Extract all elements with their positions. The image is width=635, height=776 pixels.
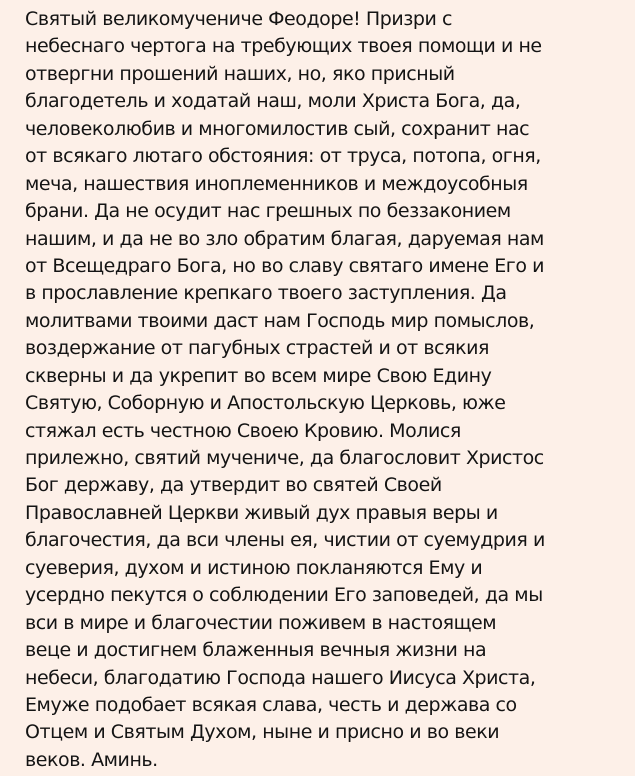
prayer-line: Емуже подобает всякая слава, честь и держава со: [25, 693, 517, 716]
prayer-line: от всякаго лютаго обстояния: от труса, потопа, огня,: [25, 145, 541, 168]
prayer-line: скверны и да укрепит во всем мире Свою Едину: [25, 364, 492, 387]
prayer-line: веце и достигнем блаженныя вечныя жизни на: [25, 639, 487, 662]
prayer-line: небеси, благодатию Господа нашего Иисуса Христа,: [25, 666, 536, 689]
prayer-text: [25, 6, 545, 774]
prayer-line: человеколюбив и многомилостив сый, сохранит нас: [25, 117, 530, 140]
prayer-line: отвергни прошений наших, но, яко присный: [25, 62, 455, 85]
prayer-line: Бог державу, да утвердит во святей Своей: [25, 474, 442, 497]
prayer-line: суеверия, духом и истиною покланяются Ему и: [25, 556, 483, 579]
prayer-line: небеснаго чертога на требующих твоея помощи и не: [25, 35, 542, 58]
prayer-line: усердно пекутся о соблюдении Его заповедей, да мы: [25, 584, 543, 607]
prayer-line: Православней Церкви живый дух правыя веры и: [25, 501, 498, 524]
prayer-line: благочестия, да вси члены ея, чистии от суемудрия и: [25, 529, 545, 552]
prayer-line: молитвами твоими даст нам Господь мир помыслов,: [25, 309, 535, 332]
prayer-line: Святую, Соборную и Апостольскую Церковь, юже: [25, 392, 506, 415]
prayer-line: брани. Да не осудит нас грешных по беззаконием: [25, 200, 511, 223]
prayer-line: прилежно, святий мучениче, да благословит Христос: [25, 447, 544, 469]
prayer-line: благодетель и ходатай наш, моли Христа Бога, да,: [25, 90, 521, 113]
prayer-line: нашим, и да не во зло обратим благая, даруемая нам: [25, 227, 544, 250]
prayer-line: от Всещедраго Бога, но во славу святаго имене Его и: [25, 254, 545, 277]
prayer-line: веков. Аминь.: [25, 748, 158, 771]
prayer-line: Отцем и Святым Духом, ныне и присно и во веки: [25, 721, 500, 744]
prayer-line: воздержание от пагубных страстей и от всякия: [25, 337, 489, 360]
prayer-line: в прославление крепкаго твоего заступления. Да: [25, 282, 507, 305]
prayer-line: Святый великомучениче Феодоре! Призри с: [25, 8, 453, 30]
prayer-line: стяжал есть честною Своею Кровию. Молися: [25, 419, 461, 442]
prayer-line: вси в мире и благочестии поживем в настоящем: [25, 611, 497, 634]
prayer-line: меча, нашествия иноплеменников и междоусобныя: [25, 172, 528, 195]
